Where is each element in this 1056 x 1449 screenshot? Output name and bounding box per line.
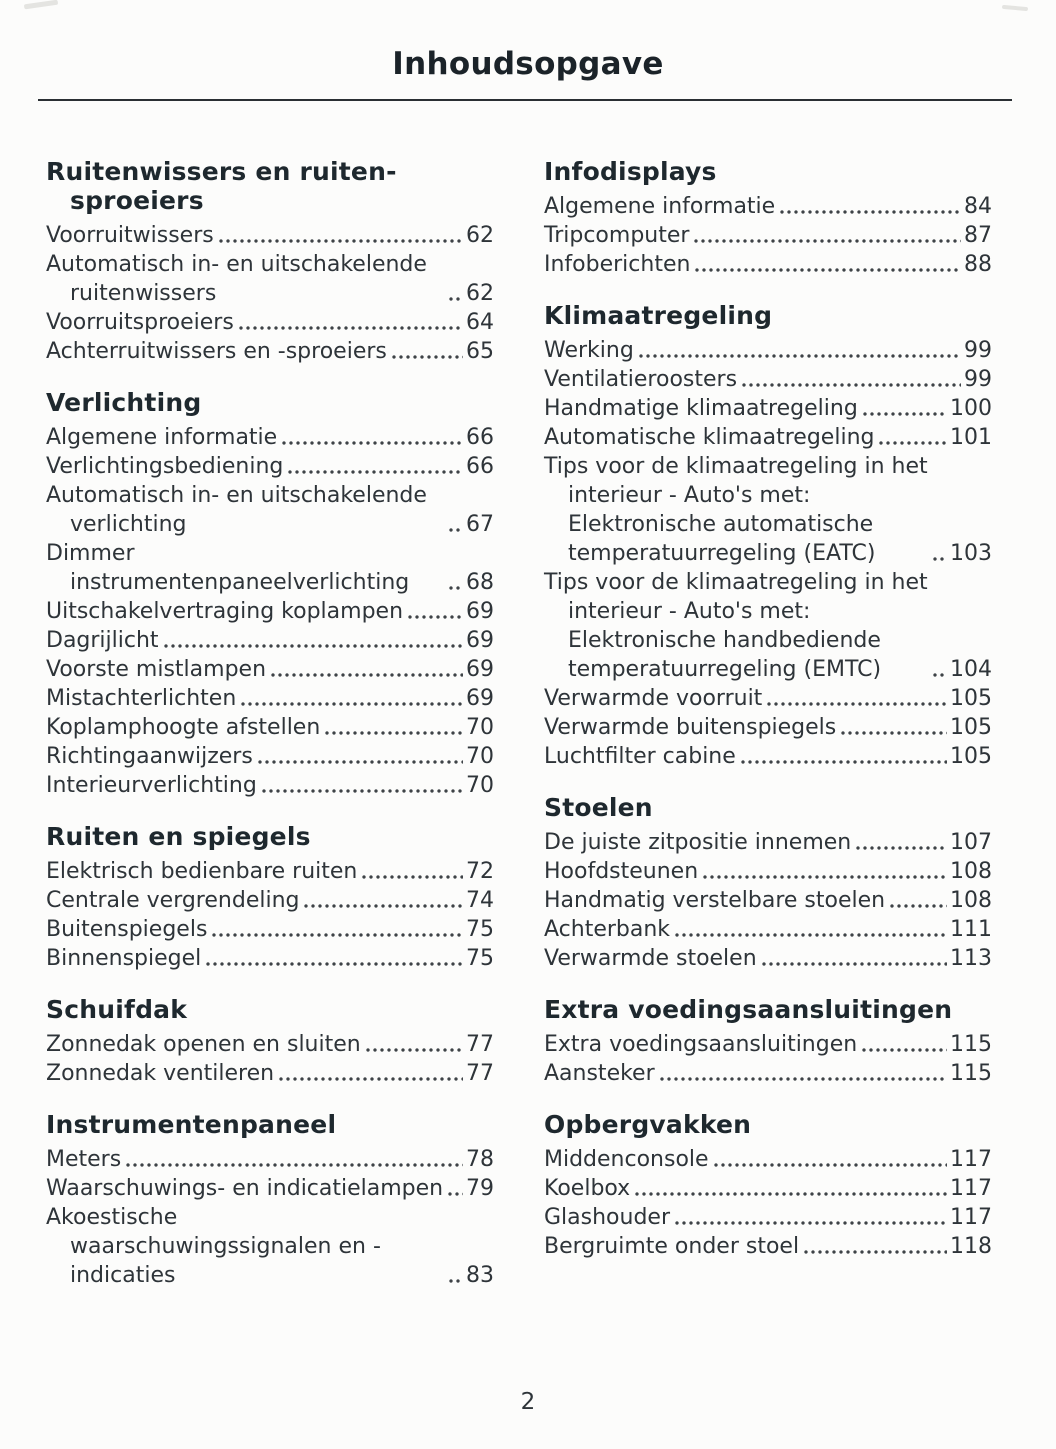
dotted-leader (762, 962, 947, 966)
toc-entry-label: Tips voor de klimaatregeling in het interieur - Auto's met: Elektronische handbediende temperatuurregeling (EMTC) (544, 570, 928, 682)
toc-entry-page-number: 75 (466, 917, 494, 942)
section-heading: Ruitenwissers en ruiten-sproeiers (46, 157, 397, 215)
toc-entry (544, 394, 992, 423)
toc-entry-page-number: 72 (466, 859, 494, 884)
toc-entry-page-number: 84 (964, 194, 992, 219)
toc-entry-label: Koplamphoogte afstellen (46, 715, 321, 740)
toc-entry (544, 886, 992, 915)
toc-entry-page-number: 87 (964, 223, 992, 248)
toc-entry (46, 857, 494, 886)
toc-entry-label: Voorruitwissers (46, 223, 214, 248)
dotted-leader (635, 1192, 947, 1196)
toc-entry (46, 423, 494, 452)
toc-section (544, 157, 992, 279)
toc-entry-page-number: 78 (466, 1147, 494, 1172)
toc-entry-page-number: 107 (950, 830, 992, 855)
scan-artifact (1002, 5, 1028, 11)
dotted-leader (362, 875, 463, 879)
toc-entry (544, 423, 992, 452)
dotted-leader (660, 1077, 947, 1081)
dotted-leader (408, 615, 463, 619)
toc-entry-label: Luchtfilter cabine (544, 744, 736, 769)
dotted-leader (164, 644, 463, 648)
toc-entry-page-number: 75 (466, 946, 494, 971)
dotted-leader (695, 268, 961, 272)
dotted-leader (258, 760, 463, 764)
toc-entry-label: Zonnedak openen en sluiten (46, 1032, 361, 1057)
toc-entry-label: Binnenspiegel (46, 946, 202, 971)
page-header (46, 44, 1010, 101)
dotted-leader (392, 355, 463, 359)
toc-entry-page-number: 111 (950, 917, 992, 942)
toc-entry-page-number: 99 (964, 367, 992, 392)
toc-entry-label: Meters (46, 1147, 122, 1172)
toc-entry (544, 192, 992, 221)
page-number: 2 (520, 1389, 536, 1415)
dotted-leader (767, 702, 947, 706)
scan-artifact (24, 0, 58, 9)
toc-entry-page-number: 79 (466, 1176, 494, 1201)
dotted-leader (304, 904, 463, 908)
toc-entry (544, 713, 992, 742)
toc-entry-label: Ventilatieroosters (544, 367, 738, 392)
toc-entry (46, 539, 494, 597)
toc-entry-page-number: 77 (466, 1032, 494, 1057)
toc-section (46, 1110, 494, 1290)
toc-entry-label: Waarschuwings- en indicatielampen (46, 1176, 444, 1201)
toc-entry-label: Verwarmde buitenspiegels (544, 715, 837, 740)
toc-entry-label: De juiste zitpositie innemen (544, 830, 852, 855)
dotted-leader (449, 528, 463, 532)
toc-entry (544, 1174, 992, 1203)
dotted-leader (448, 1192, 463, 1196)
dotted-leader (933, 673, 947, 677)
toc-section (544, 301, 992, 771)
toc-entry-label: Algemene informatie (544, 194, 776, 219)
dotted-leader (890, 904, 947, 908)
toc-entry-label: Verwarmde stoelen (544, 946, 757, 971)
toc-section (544, 995, 992, 1088)
toc-entry (544, 1030, 992, 1059)
section-heading: Instrumentenpaneel (46, 1110, 337, 1139)
toc-entry-label: Dimmer instrumentenpaneelverlichting (46, 541, 410, 595)
dotted-leader (741, 760, 947, 764)
toc-entry (46, 1030, 494, 1059)
toc-entry-label: Extra voedingsaansluitingen (544, 1032, 858, 1057)
section-heading: Extra voedingsaansluitingen (544, 995, 953, 1024)
dotted-leader (271, 673, 463, 677)
toc-entry (544, 684, 992, 713)
toc-section (46, 388, 494, 800)
toc-entry-label: Middenconsole (544, 1147, 709, 1172)
toc-entry (46, 1059, 494, 1088)
toc-entry-label: Akoestische waarschuwingssignalen en -indicaties (46, 1205, 381, 1288)
toc-entry-page-number: 69 (466, 599, 494, 624)
toc-entry-label: Handmatig verstelbare stoelen (544, 888, 886, 913)
toc-entry-page-number: 67 (466, 512, 494, 537)
toc-entry-label: Tripcomputer (544, 223, 690, 248)
toc-columns (46, 157, 1010, 1290)
toc-entry-label: Voorste mistlampen (46, 657, 267, 682)
dotted-leader (279, 1077, 463, 1081)
toc-entry-label: Automatisch in- en uitschakelende verlichting (46, 483, 427, 537)
section-heading: Schuifdak (46, 995, 188, 1024)
toc-entry (544, 742, 992, 771)
toc-entry (46, 1203, 494, 1290)
dotted-leader (262, 789, 463, 793)
dotted-leader (449, 297, 463, 301)
toc-entry (46, 684, 494, 713)
toc-entry (46, 221, 494, 250)
toc-entry (46, 655, 494, 684)
dotted-leader (239, 326, 463, 330)
toc-entry (544, 221, 992, 250)
toc-entry (46, 250, 494, 308)
toc-entry (544, 336, 992, 365)
section-heading: Infodisplays (544, 157, 717, 186)
toc-entry (46, 771, 494, 800)
page-footer (0, 1389, 1056, 1415)
dotted-leader (856, 846, 947, 850)
toc-entry-page-number: 69 (466, 628, 494, 653)
toc-entry-page-number: 108 (950, 859, 992, 884)
toc-entry (46, 1145, 494, 1174)
dotted-leader (639, 354, 961, 358)
toc-entry (46, 886, 494, 915)
toc-entry-label: Infoberichten (544, 252, 691, 277)
toc-entry (46, 626, 494, 655)
dotted-leader (933, 557, 947, 561)
toc-entry (544, 250, 992, 279)
toc-entry-page-number: 115 (950, 1032, 992, 1057)
toc-entry-label: Mistachterlichten (46, 686, 237, 711)
dotted-leader (282, 441, 463, 445)
dotted-leader (219, 239, 463, 243)
toc-entry-page-number: 70 (466, 715, 494, 740)
toc-entry (544, 365, 992, 394)
header-rule (38, 99, 1012, 101)
toc-entry-page-number: 65 (466, 339, 494, 364)
toc-entry-page-number: 99 (964, 338, 992, 363)
toc-entry-label: Centrale vergrendeling (46, 888, 300, 913)
toc-entry-label: Achterruitwissers en -sproeiers (46, 339, 387, 364)
toc-entry-page-number: 62 (466, 223, 494, 248)
toc-entry-page-number: 117 (950, 1205, 992, 1230)
toc-entry-page-number: 100 (950, 396, 992, 421)
toc-entry-label: Elektrisch bedienbare ruiten (46, 859, 358, 884)
section-heading: Opbergvakken (544, 1110, 752, 1139)
toc-entry-page-number: 66 (466, 425, 494, 450)
toc-entry (46, 597, 494, 626)
toc-entry-label: Interieurverlichting (46, 773, 257, 798)
dotted-leader (742, 383, 961, 387)
toc-entry-label: Buitenspiegels (46, 917, 208, 942)
dotted-leader (879, 441, 947, 445)
dotted-leader (862, 1048, 947, 1052)
toc-entry-label: Glashouder (544, 1205, 670, 1230)
toc-entry (544, 857, 992, 886)
toc-entry-page-number: 113 (950, 946, 992, 971)
toc-column-left (46, 157, 494, 1290)
toc-entry (544, 452, 992, 568)
toc-entry-label: Handmatige klimaatregeling (544, 396, 858, 421)
toc-entry-page-number: 68 (466, 570, 494, 595)
dotted-leader (212, 933, 463, 937)
toc-entry (544, 1059, 992, 1088)
toc-entry-page-number: 70 (466, 773, 494, 798)
section-heading: Verlichting (46, 388, 202, 417)
dotted-leader (841, 731, 947, 735)
toc-entry-label: Richtingaanwijzers (46, 744, 253, 769)
toc-entry-label: Werking (544, 338, 634, 363)
toc-entry (46, 742, 494, 771)
toc-entry-label: Aansteker (544, 1061, 655, 1086)
toc-entry-label: Verwarmde voorruit (544, 686, 763, 711)
toc-entry-label: Voorruitsproeiers (46, 310, 234, 335)
toc-entry-page-number: 70 (466, 744, 494, 769)
dotted-leader (126, 1163, 463, 1167)
dotted-leader (703, 875, 947, 879)
toc-entry (46, 308, 494, 337)
dotted-leader (449, 1279, 463, 1283)
toc-entry-page-number: 62 (466, 281, 494, 306)
toc-entry-label: Automatisch in- en uitschakelende ruitenwissers (46, 252, 427, 306)
toc-entry (544, 828, 992, 857)
toc-entry-label: Hoofdsteunen (544, 859, 699, 884)
toc-entry-page-number: 104 (950, 657, 992, 682)
toc-entry (46, 452, 494, 481)
toc-entry-page-number: 69 (466, 686, 494, 711)
toc-entry (46, 915, 494, 944)
toc-entry (46, 944, 494, 973)
dotted-leader (694, 239, 961, 243)
toc-entry (544, 915, 992, 944)
toc-section (544, 1110, 992, 1261)
toc-entry-page-number: 105 (950, 744, 992, 769)
toc-entry-page-number: 108 (950, 888, 992, 913)
toc-entry-page-number: 105 (950, 715, 992, 740)
toc-entry (46, 713, 494, 742)
toc-entry (46, 481, 494, 539)
toc-entry-page-number: 66 (466, 454, 494, 479)
dotted-leader (714, 1163, 947, 1167)
dotted-leader (449, 586, 463, 590)
toc-entry-label: Zonnedak ventileren (46, 1061, 275, 1086)
toc-entry (46, 337, 494, 366)
toc-entry-page-number: 77 (466, 1061, 494, 1086)
dotted-leader (675, 1221, 947, 1225)
toc-entry-page-number: 83 (466, 1263, 494, 1288)
toc-entry-label: Koelbox (544, 1176, 631, 1201)
toc-entry-page-number: 88 (964, 252, 992, 277)
dotted-leader (780, 210, 961, 214)
dotted-leader (206, 962, 463, 966)
dotted-leader (804, 1250, 947, 1254)
toc-section (46, 995, 494, 1088)
toc-entry-page-number: 69 (466, 657, 494, 682)
toc-entry (46, 1174, 494, 1203)
toc-entry-label: Achterbank (544, 917, 671, 942)
toc-entry-page-number: 117 (950, 1176, 992, 1201)
toc-entry-label: Bergruimte onder stoel (544, 1234, 800, 1259)
dotted-leader (366, 1048, 463, 1052)
toc-section (46, 157, 494, 366)
toc-entry-page-number: 101 (950, 425, 992, 450)
toc-section (544, 793, 992, 973)
toc-entry-page-number: 118 (950, 1234, 992, 1259)
toc-entry-page-number: 105 (950, 686, 992, 711)
toc-entry-label: Verlichtingsbediening (46, 454, 284, 479)
dotted-leader (325, 731, 463, 735)
section-heading: Ruiten en spiegels (46, 822, 311, 851)
toc-entry-label: Tips voor de klimaatregeling in het interieur - Auto's met: Elektronische automatische temperatuurregeling (EATC) (544, 454, 928, 566)
toc-entry-page-number: 64 (466, 310, 494, 335)
toc-entry-label: Automatische klimaatregeling (544, 425, 875, 450)
dotted-leader (288, 470, 463, 474)
toc-entry-page-number: 74 (466, 888, 494, 913)
toc-entry-label: Algemene informatie (46, 425, 278, 450)
page-title: Inhoudsopgave (392, 46, 664, 82)
section-heading: Klimaatregeling (544, 301, 773, 330)
dotted-leader (675, 933, 947, 937)
toc-entry (544, 568, 992, 684)
toc-entry (544, 944, 992, 973)
section-heading: Stoelen (544, 793, 653, 822)
dotted-leader (241, 702, 463, 706)
toc-entry-page-number: 117 (950, 1147, 992, 1172)
toc-section (46, 822, 494, 973)
toc-entry-label: Uitschakelvertraging koplampen (46, 599, 404, 624)
toc-entry (544, 1203, 992, 1232)
toc-entry (544, 1145, 992, 1174)
toc-entry (544, 1232, 992, 1261)
toc-entry-page-number: 103 (950, 541, 992, 566)
toc-column-right (544, 157, 992, 1290)
toc-entry-label: Dagrijlicht (46, 628, 159, 653)
toc-entry-page-number: 115 (950, 1061, 992, 1086)
dotted-leader (863, 412, 947, 416)
